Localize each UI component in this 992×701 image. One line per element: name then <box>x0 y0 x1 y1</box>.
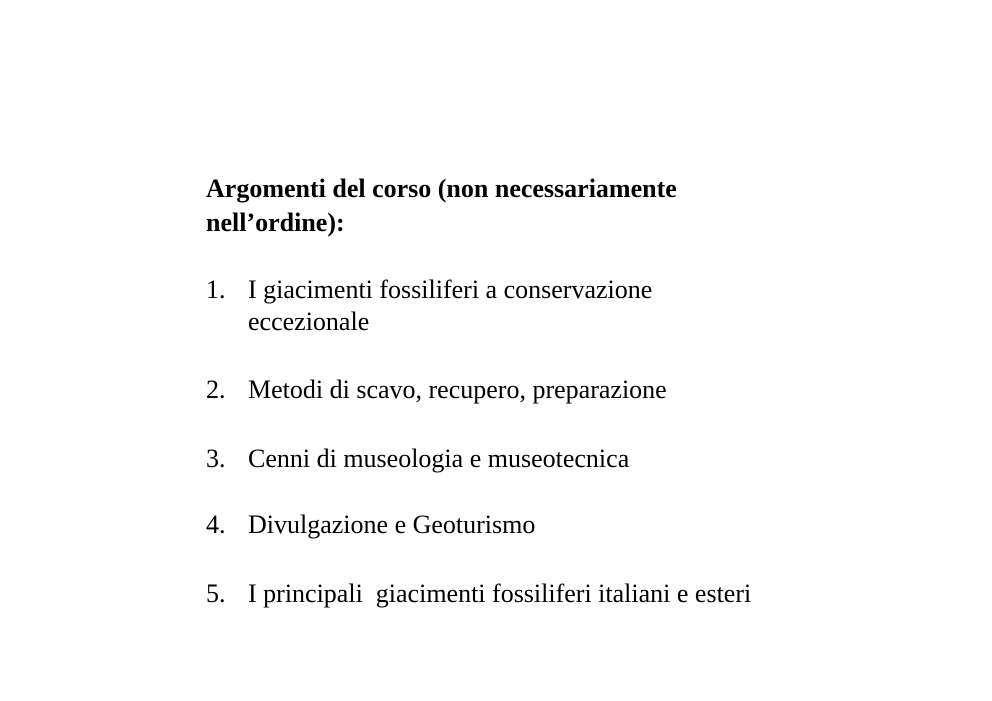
slide-heading: Argomenti del corso (non necessariamente nell’ordine): <box>206 174 677 237</box>
list-item-text: I principali giacimenti fossiliferi italiani e esteri <box>248 579 752 608</box>
list-item-number: 4. <box>206 510 226 539</box>
list-item-text: Cenni di museologia e museotecnica <box>248 444 630 473</box>
list-item-number: 2. <box>206 375 226 404</box>
list-item-number: 3. <box>206 444 226 473</box>
list-item-text: Metodi di scavo, recupero, preparazione <box>248 375 667 404</box>
list-item-text: Divulgazione e Geoturismo <box>248 510 536 539</box>
list-item-text: I giacimenti fossiliferi a conservazione eccezionale <box>248 275 653 336</box>
list-item <box>206 374 906 406</box>
list-item <box>206 578 906 610</box>
list-item-number: 5. <box>206 579 226 608</box>
list-item <box>206 509 906 541</box>
list-item <box>206 274 906 338</box>
list-item-number: 1. <box>206 275 226 304</box>
list-item <box>206 443 906 475</box>
